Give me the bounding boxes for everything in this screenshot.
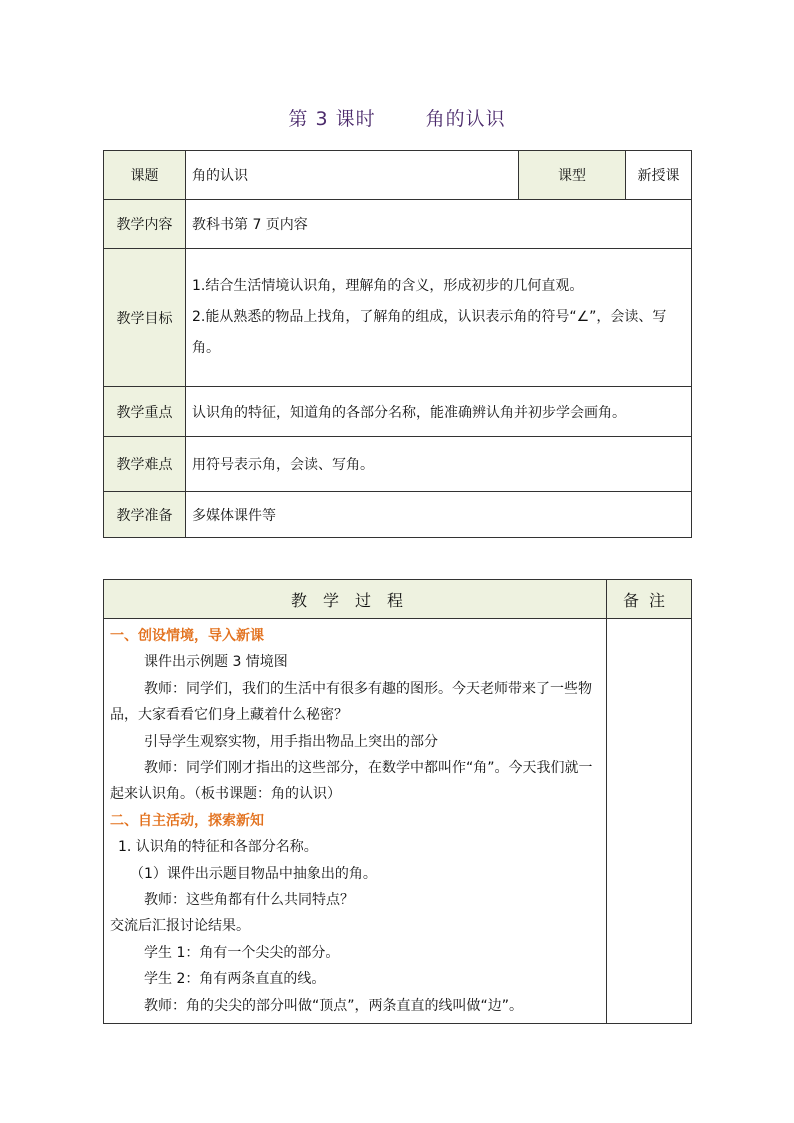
- prep-value: 多媒体课件等: [186, 492, 692, 538]
- type-value: 新授课: [626, 151, 692, 200]
- process-line: （1）课件出示题目物品中抽象出的角。: [130, 865, 377, 882]
- teaching-process-table: [103, 579, 692, 1024]
- section-heading: 二、自主活动，探索新知: [110, 812, 264, 829]
- difficulty-label: 教学难点: [104, 437, 186, 492]
- type-label: 课型: [519, 151, 626, 200]
- process-line: 教师：同学们刚才指出的这些部分，在数学中都叫作“角”。今天我们就一起来认识角。（板书课题：角的认识）: [110, 760, 593, 803]
- topic-value: 角的认识: [186, 151, 519, 200]
- content-label: 教学内容: [104, 200, 186, 249]
- goals-value: [186, 249, 692, 387]
- process-line: 教师：同学们，我们的生活中有很多有趣的图形。今天老师带来了一些物品，大家看看它们身上藏着什么秘密？: [110, 680, 592, 724]
- key-label: 教学重点: [104, 387, 186, 437]
- difficulty-value: 用符号表示角，会读、写角。: [186, 437, 692, 492]
- process-line: 学生 2：角有两条直直的线。: [144, 971, 326, 988]
- section-heading: 一、创设情境，导入新课: [110, 628, 264, 644]
- goals-label: 教学目标: [104, 249, 186, 387]
- notes-header: 备注: [607, 580, 692, 619]
- process-line: 教师：角的尖尖的部分叫做“顶点”，两条直直的线叫做“边”。: [144, 997, 524, 1014]
- lesson-number: 第 3 课时: [288, 108, 376, 130]
- process-body: [104, 619, 607, 1024]
- goal-2: 2.能从熟悉的物品上找角，了解角的组成，认识表示角的符号“∠”，会读、写角。: [192, 309, 667, 356]
- notes-cell: [607, 619, 692, 1024]
- process-header: 教学过程: [104, 580, 607, 619]
- process-line: 教师：这些角都有什么共同特点？: [144, 892, 354, 909]
- goal-1: 1.结合生活情境认识角，理解角的含义，形成初步的几何直观。: [192, 278, 584, 294]
- process-line: 1. 认识角的特征和各部分名称。: [118, 839, 318, 856]
- lesson-info-table: [103, 150, 692, 538]
- process-line: 引导学生观察实物，用手指出物品上突出的部分: [144, 733, 438, 750]
- process-line: 学生 1：角有一个尖尖的部分。: [144, 944, 340, 961]
- key-value: 认识角的特征，知道角的各部分名称，能准确辨认角并初步学会画角。: [186, 387, 692, 437]
- page-title: [0, 104, 794, 131]
- process-line: 课件出示例题 3 情境图: [144, 654, 288, 671]
- process-line: 交流后汇报讨论结果。: [110, 918, 250, 935]
- content-value: 教科书第 7 页内容: [186, 200, 692, 249]
- prep-label: 教学准备: [104, 492, 186, 538]
- lesson-topic: 角的认识: [425, 108, 506, 130]
- topic-label: 课题: [104, 151, 186, 200]
